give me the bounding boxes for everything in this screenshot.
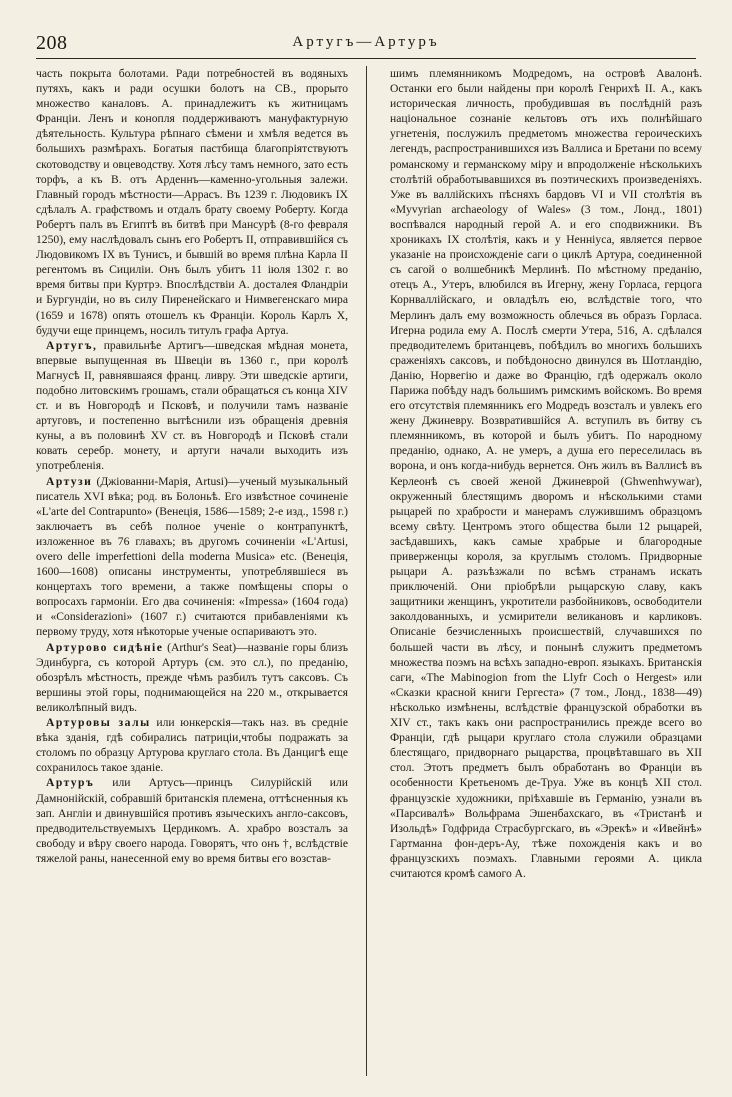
- headword-arthurs-seat: Артурово сидѣніе: [46, 640, 164, 654]
- page-header: [36, 30, 696, 59]
- entry-arthur-continued: шимъ племянникомъ Модредомъ, на островѣ Авалонѣ. Останки его были найдены при королѣ Генрихѣ II. А., какъ историческая личность, пробудившая въ послѣдній разъ національное сознаніе кельтовъ отъ ихъ полнѣйшаго угнетенія, послужилъ предметомъ множества героическихъ легендъ, распространившихся изъ Валлиса и Бретани по всему романскому и германскому міру и впродолженіе нѣсколькихъ столѣтій обработывавшихся въ поэтическихъ произведеніяхъ. Уже въ валлійскихъ пѣсняхъ бардовъ VI и VII столѣтія въ «Myvyrian archaeology of Wales» (3 том., Лонд., 1801) воспѣвался народный герой А. и его сподвижники. Въ хроникахъ IX столѣтія, какъ и у Неннiуса, является первое указаніе на происхожденіе саги о циклѣ Артура, соединенной съ сагой о волшебникѣ Мерлинѣ. По мѣстному преданію, отецъ А., Утеръ, влюбился въ Игерну, жену Горласа, герцога Корнваллійскаго, и овладѣлъ ею, вслѣдствіе того, что Мерлинъ далъ ему возможность облечься въ образъ Горласа. Игерна родила ему А. Послѣ смерти Утера, 516, А. сдѣлался предводителемъ британцевъ, побѣдилъ во многихъ большихъ сраженіяхъ саксовъ, и побѣдоносно двинулся въ Шотландію, Данію, Норвегію и даже во Францію, гдѣ одержалъ около Парижа побѣду надъ большимъ римскимъ войскомъ. Во время его отсутствія племянникъ его Модредъ возсталъ и увлекъ его жену Джиневру. Возвратившійся А. вступилъ въ битву съ племянникомъ, въ которой и былъ убитъ. По народному преданію, однако, А. не умеръ, а душа его переселилась въ ворона, и онъ когда-нибудь вернется. Онъ жилъ въ Валлисѣ въ Керлеонѣ съ своей женой Джиневрой (Ghwenhwywar), окруженный блестящимъ дворомъ и нѣсколькими стами рыцарей по храбрости и манерамъ служившимъ образцомъ всему свѣту. Центромъ этого общества были 12 рыцарей, засѣдавшихъ, какъ самые храбрые и благородные приверженцы короля, за круглымъ столомъ. Придворные рыцари А. разъѣзжали по всѣмъ странамъ искать приключеній. Они пріобрѣли рыцарскую славу, какъ защитники женщинъ, укротители разбойниковъ, освободители заколдованныхъ, и усмирители великановъ и карликовъ. Описаніе безчисленныхъ происшествій, случавшихся по большей части въ лѣсу, и понынѣ служитъ предметомъ множества поэмъ на всѣхъ западно-европ. языкахъ. Британскія саги, «The Mabinogion from the Llyfr Coch o Hergest» или «Сказки красной книги Гергеста» (7 том., Лонд., 1838—49) нѣсколько измѣнены, вслѣдствіе французской обработки въ XIV ст., такъ какъ они распространились прежде всего во Франціи, гдѣ рыцари круглаго стола служили образцами блестящаго, придворнаго рыцарства, процвѣтавшаго въ XII стол. Этотъ предметъ былъ обработанъ во Франціи въ особенности Кретьеномъ де-Труа. Уже въ концѣ XII стол. французскіе художники, пріѣхавшіе въ Германію, узнали въ «Парсивалѣ» Вольфрама Эшенбахскаго, въ «Тристанѣ и Изольдѣ» Годфрида Страсбургскаго, въ «Эрекѣ» и «Ивейнѣ» Гартманна фон-деръ-Ау, тѣже похожденія какъ и во французскихъ поэмахъ. Главными героями А. цикла считаются кромѣ самого А.: [390, 67, 702, 880]
- headword-arthur: Артуръ: [46, 776, 95, 790]
- right-column: [390, 66, 702, 1086]
- entry-artug-text: правильнѣе Артигъ—шведская мѣдная монета, впервые выпущенная въ Швеціи въ 1360 г., при королѣ Магнусѣ II, равнявшаяся франц. ливру. Эти шведскіе артиги, подобно литовскимъ грошамъ, стали обращаться съ конца XIV ст. и въ Новгородѣ и Псковѣ, и получили тамъ названіе артуговъ, и постепенно вытѣснили изъ обращенія древнія куны, а въ половинѣ XV ст. въ Новгородѣ и Псковѣ стали ковать серебр. монету, и артуги начали выходить изъ употребленія.: [36, 338, 348, 473]
- entry-artug: [36, 338, 348, 474]
- headword-arthur-halls: Артуровы залы: [46, 716, 151, 730]
- left-column: [36, 66, 348, 1086]
- headword-artusi: Артузи: [46, 474, 93, 488]
- running-head: Артугъ—Артуръ: [292, 34, 440, 50]
- entry-artusi: [36, 474, 348, 640]
- entry-artois-continued: часть покрыта болотами. Ради потребностей въ водяныхъ путяхъ, какъ и ради осушки болотъ на СВ., прорыто множество каналовъ. А. принадлежитъ къ житницамъ Франціи. Ленъ и конопля поддерживаютъ мануфактурную дѣятельность. Культура рѣпнаго сѣмени и хмѣля ведется въ большихъ размѣрахъ. Богатыя пастбища благопріятствуютъ скотоводству и овцеводству. Хотя лѣсу тамъ немного, зато есть торфъ, а къ В. отъ Арденнъ—каменно-угольныя залежи. Главный городъ мѣстности—Аррасъ. Въ 1239 г. Людовикъ IX сдѣлалъ А. графствомъ и отдалъ брату своему Роберту. Когда Робертъ палъ въ Египтѣ въ битвѣ при Мансурѣ (8-го февраля 1250), ему наслѣдовалъ сынъ его Робертъ II, отправившійся съ Людовикомъ IX въ Тунисъ, и бывшій во время плѣна Карла II регентомъ въ Сициліи. Онъ былъ убитъ 11 іюля 1302 г. во время битвы при Куртрэ. Впослѣдствіи А. досталея Фландріи и Бургундіи, но въ силу Пиренейскаго и Нимвегенскаго мира (1659 и 1678) опять отошелъ къ Франціи. Король Карлъ X, будучи еще принцемъ, носилъ титулъ графа Артуа.: [36, 67, 348, 337]
- entry-arthurs-seat-text: (Arthur's Seat)—названіе горы близъ Эдинбурга, съ которой Артуръ (см. это сл.), по преданію, обозрѣлъ мѣстность, прежде чѣмъ разбилъ тутъ саксовъ. Съ вершины этой горы, поднимающейся на 220 м., открывается великолѣпный видъ.: [36, 640, 348, 714]
- column-divider: [366, 66, 367, 1076]
- entry-arthur-halls: [36, 715, 348, 775]
- page-number: 208: [36, 32, 68, 54]
- entry-arthur-text: или Артусъ—принцъ Силурійскій или Дамнонійскій, собравшій британскія племена, оттѣсненныя къ зап. Англіи и двинувшійся противъ языческихъ англо-саксовъ, предводительствуемыхъ Цердикомъ. А. храбро возсталъ за свободу и вѣру своего народа. Говорятъ, что онъ †, вслѣдствіе тяжелой раны, нанесенной ему во время битвы его возстав-: [36, 776, 348, 865]
- entry-arthur: [36, 775, 348, 866]
- entry-arthur-halls-text: или юнкерскія—такъ наз. въ средніе вѣка зданія, гдѣ собирались патриціи,чтобы подражать за столомъ по образцу Артурова круглаго стола. Въ Данцигѣ еще сохранилось такое зданіе.: [36, 716, 348, 775]
- entry-artusi-text: (Джіованни-Марія, Artusi)—ученый музыкальный писатель XVI вѣка; род. въ Болоньѣ. Его извѣстное сочиненіе «L'arte del Contrapunto» (Венеція, 1586—1589; 2-е изд., 1598 г.) заключаетъ въ себѣ полное ученіе о контрапунктѣ, изложенное въ 76 главахъ; въ другомъ сочиненіи «L'Artusi, overo delle imperfettioni della moderna Musica» etc. (Венеція, 1600—1608) описаны инструменты, употреблявшіеся въ концертахъ того времени, а также помѣщены споры о вопросахъ гармоніи. Его два сочиненія: «Impessa» (1604 года) и «Considerazioni» (1607 г.) считаются прибавленіями къ первому труду, хотя нѣкоторые ученые оспариваютъ это.: [36, 474, 348, 639]
- entry-arthurs-seat: [36, 640, 348, 715]
- headword-artug: Артугъ,: [46, 338, 98, 352]
